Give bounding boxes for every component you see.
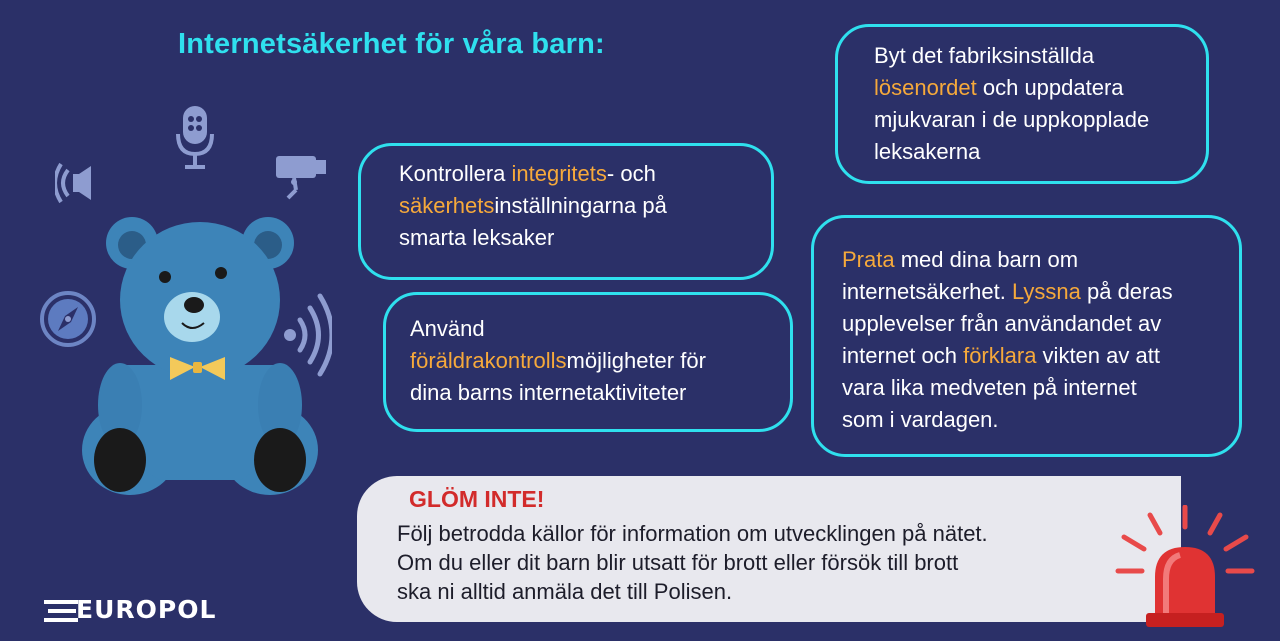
- highlight-listen: Lyssna: [1011, 279, 1081, 304]
- talk-bubble: [811, 215, 1242, 457]
- text: Byt det fabriksinställda: [874, 43, 1095, 68]
- text: vikten av att: [1036, 343, 1160, 368]
- highlight-security: säkerhets: [399, 193, 495, 218]
- camera-icon: [272, 150, 330, 202]
- text: inställningarna på: [494, 193, 667, 218]
- europol-logo: EUROPOL: [76, 595, 217, 624]
- password-bubble: [835, 24, 1209, 184]
- microphone-icon: [175, 104, 215, 172]
- parental-control-bubble: [383, 292, 793, 432]
- reminder-box: [357, 476, 1181, 622]
- europol-logo-mark: [44, 600, 78, 622]
- reminder-line: ska ni alltid anmäla det till Polisen.: [397, 579, 733, 604]
- speaker-icon: [55, 160, 107, 206]
- text: mjukvaran i de uppkopplade: [874, 107, 1150, 132]
- text: leksakerna: [874, 139, 981, 164]
- text: internetsäkerhet.: [842, 279, 1012, 304]
- text: Kontrollera: [399, 161, 512, 186]
- text: möjligheter för: [566, 348, 706, 373]
- highlight-password: lösenordet: [874, 75, 977, 100]
- reminder-line: Följ betrodda källor för information om utvecklingen på nätet.: [397, 521, 988, 546]
- text: upplevelser från användandet av: [842, 311, 1162, 336]
- siren-icon: [1110, 505, 1260, 635]
- highlight-talk: Prata: [842, 247, 895, 272]
- text: Använd: [410, 316, 485, 341]
- text: smarta leksaker: [399, 225, 555, 250]
- integrity-settings-bubble: [358, 143, 774, 280]
- text: - och: [606, 161, 656, 186]
- highlight-integrity: integritets: [511, 161, 607, 186]
- text: med dina barn om: [894, 247, 1079, 272]
- text: internet och: [842, 343, 964, 368]
- reminder-heading: GLÖM INTE!: [409, 486, 545, 512]
- text: och uppdatera: [976, 75, 1124, 100]
- highlight-explain: förklara: [963, 343, 1037, 368]
- text: dina barns internetaktiviteter: [410, 380, 687, 405]
- text: vara lika medveten på internet: [842, 375, 1137, 400]
- page-title: Internetsäkerhet för våra barn:: [178, 28, 605, 60]
- highlight-parental-control: föräldrakontrolls: [410, 348, 567, 373]
- reminder-line: Om du eller dit barn blir utsatt för brott eller försök till brott: [397, 550, 959, 575]
- text: som i vardagen.: [842, 407, 999, 432]
- text: på deras: [1080, 279, 1173, 304]
- teddy-bear-illustration: [80, 205, 320, 505]
